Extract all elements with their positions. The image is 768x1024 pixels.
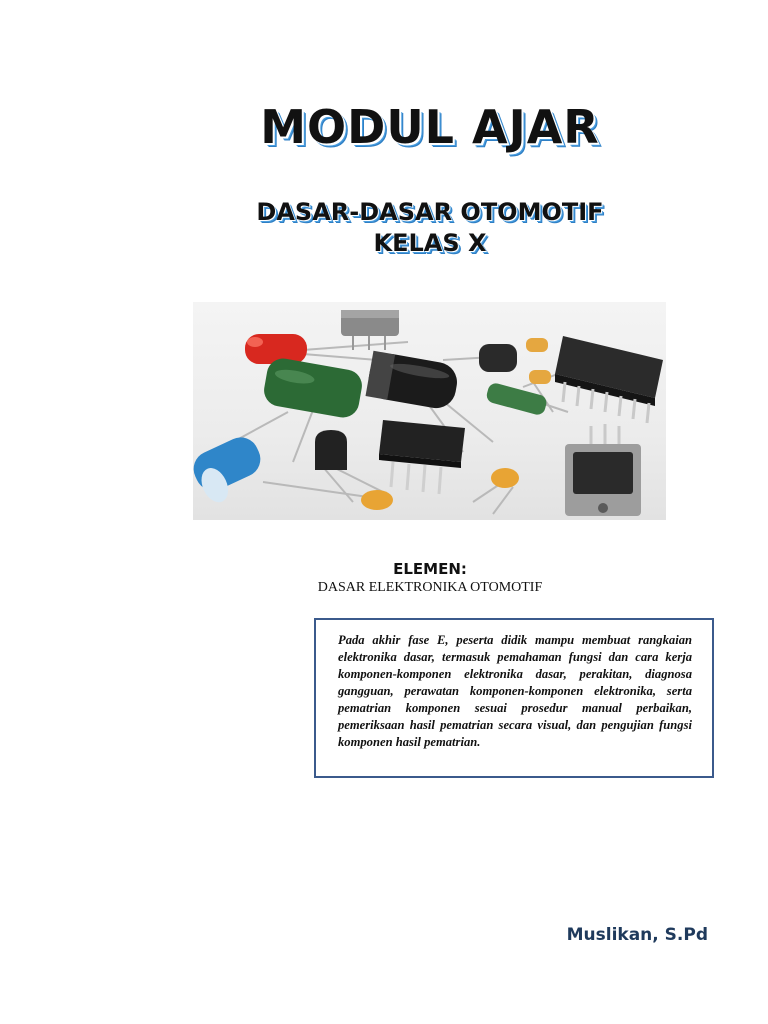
small-black-capacitor-icon [479,338,548,372]
ic-chip-large-icon [555,336,663,423]
voltage-regulator-icon [565,424,641,516]
element-name: DASAR ELEKTRONIKA OTOMOTIF [317,580,543,595]
element-label: ELEMEN: [393,560,467,578]
ic-chip-icon [379,420,465,494]
transistor-icon [315,430,347,470]
subject-title: DASAR-DASAR OTOMOTIF [256,198,604,226]
blue-capacitor-icon [193,432,266,507]
author-name: Muslikan, S.Pd [566,925,708,945]
document-title: MODUL AJAR [260,100,600,154]
learning-outcome-text: Pada akhir fase E, peserta didik mampu membuat rangkaian elektronika dasar, termasuk pemahaman fungsi dan cara kerja komponen-komponen elektronika dasar, perakitan, diagnosa gangguan, perawatan komponen-komponen elektronika, serta pematrian komponen sesuai prosedur manual perbaikan, pemeriksaan hasil pematrian secara visual, dan pengujian fungsi komponen hasil pematrian. [338,633,692,749]
electronic-components-photo [193,302,666,520]
learning-outcome-box [314,618,714,778]
red-led-icon [245,334,307,364]
class-title: KELAS X [373,229,487,257]
green-capacitor-icon [262,356,365,420]
